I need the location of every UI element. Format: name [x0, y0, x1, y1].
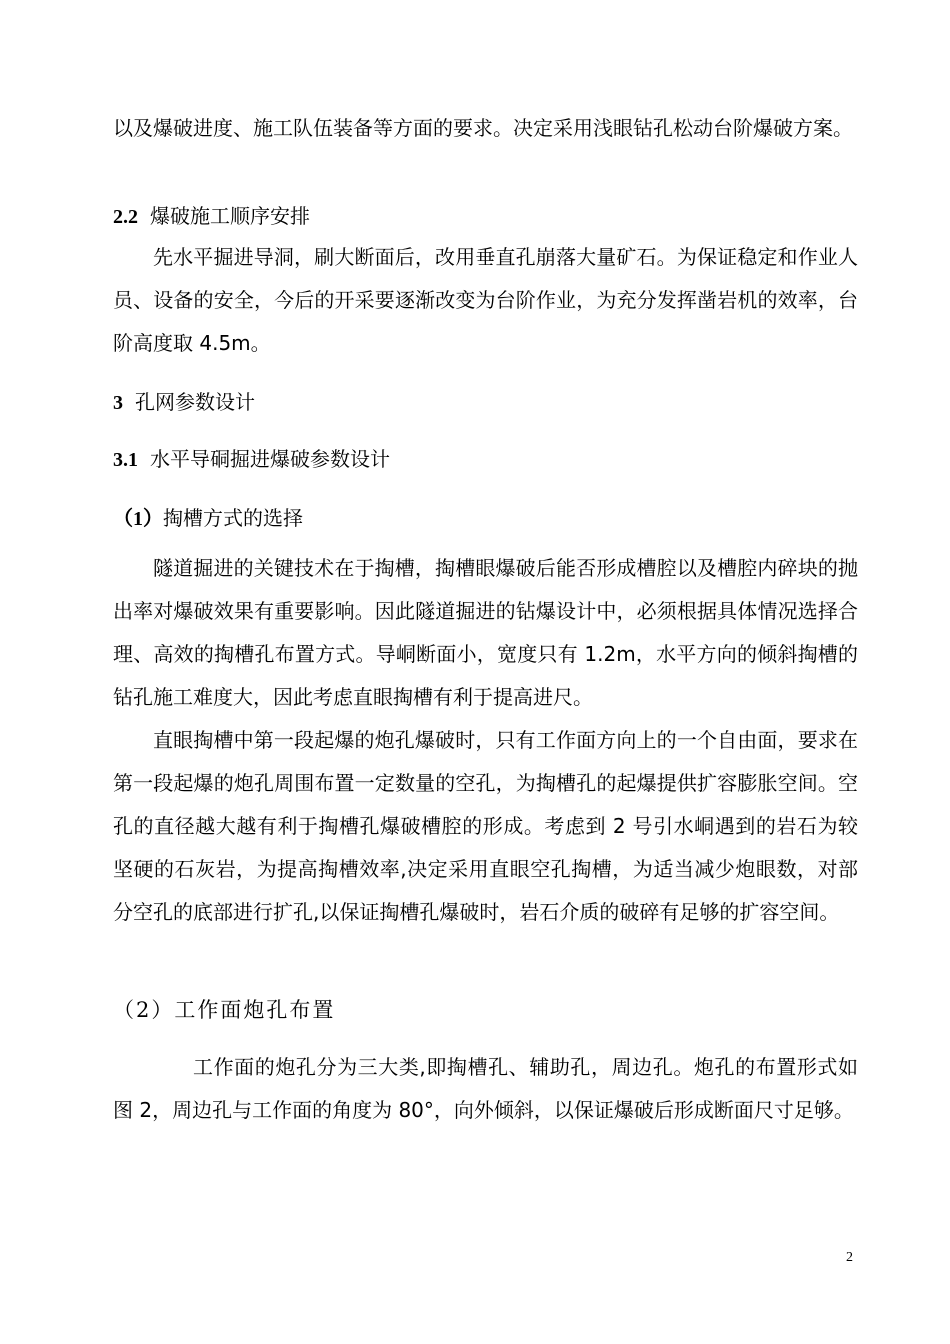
section-title: 爆破施工顺序安排 — [150, 204, 310, 228]
section-title: 水平导硐掘进爆破参数设计 — [150, 447, 390, 471]
subheading-hole-layout: （2）工作面炮孔布置 — [113, 998, 336, 1022]
section-heading-2-2 — [113, 202, 310, 231]
section-number: 3.1 — [113, 449, 138, 471]
paragraph-straight-hole-cut: 直眼掏槽中第一段起爆的炮孔爆破时，只有工作面方向上的一个自由面，要求在第一段起爆的炮孔周围布置一定数量的空孔，为掏槽孔的起爆提供扩容膨胀空间。空孔的直径越大越有利于掏槽孔爆破槽腔的形成。考虑到 2 号引水峒遇到的岩石为较坚硬的石灰岩，为提高掏槽效率,决定采用直眼空孔掏槽，为适当减少炮眼数，对部分空孔的底部进行扩孔,以保证掏槽孔爆破时，岩石介质的破碎有足够的扩容空间。 — [113, 728, 858, 924]
section-number: 3 — [113, 392, 123, 414]
paragraph-cut-technique: 隧道掘进的关键技术在于掏槽，掏槽眼爆破后能否形成槽腔以及槽腔内碎块的抛出率对爆破效果有重要影响。因此隧道掘进的钻爆设计中，必须根据具体情况选择合理、高效的掏槽孔布置方式。导峒断面小，宽度只有 1.2m，水平方向的倾斜掏槽的钻孔施工难度大，因此考虑直眼掏槽有利于提高进尺。 — [113, 556, 858, 709]
subheading-number: （1） — [113, 508, 163, 530]
section-title: 孔网参数设计 — [135, 390, 255, 414]
paragraph-intro-continuation: 以及爆破进度、施工队伍装备等方面的要求。决定采用浅眼钻孔松动台阶爆破方案。 — [113, 116, 853, 140]
page-number: 2 — [846, 1250, 853, 1265]
section-heading-3-1 — [113, 445, 390, 474]
section-heading-3 — [113, 388, 255, 417]
subheading-cut-method — [113, 504, 303, 533]
section-number: 2.2 — [113, 206, 138, 228]
paragraph-construction-sequence: 先水平掘进导洞，刷大断面后，改用垂直孔崩落大量矿石。为保证稳定和作业人员、设备的安全，今后的开采要逐渐改变为台阶作业，为充分发挥凿岩机的效率，台阶高度取 4.5m。 — [113, 245, 858, 355]
subheading-title: 掏槽方式的选择 — [163, 506, 303, 530]
paragraph-hole-types: 工作面的炮孔分为三大类,即掏槽孔、辅助孔，周边孔。炮孔的布置形式如图 2，周边孔与工作面的角度为 80°，向外倾斜，以保证爆破后形成断面尺寸足够。 — [113, 1055, 858, 1122]
